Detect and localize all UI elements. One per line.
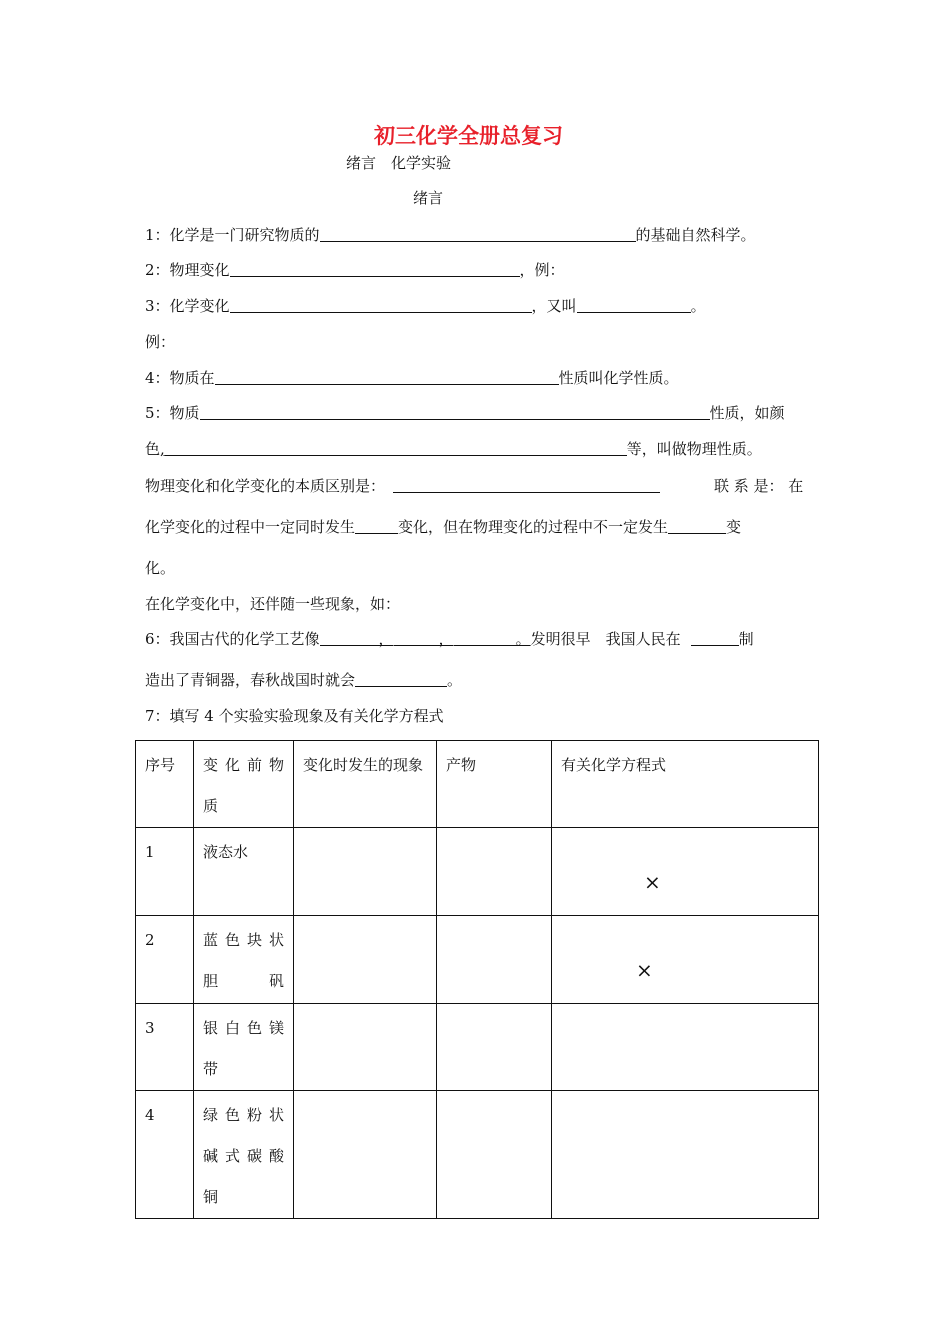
question-4-suffix: 性质叫化学性质。 bbox=[558, 369, 679, 387]
question-4 bbox=[145, 368, 679, 388]
answer-blank[interactable] bbox=[215, 369, 559, 385]
answer-blank[interactable] bbox=[394, 630, 439, 646]
question-5-line2-prefix: 色 bbox=[145, 440, 161, 458]
answer-blank[interactable] bbox=[230, 261, 520, 277]
relation-continuation bbox=[145, 517, 741, 537]
answer-blank[interactable] bbox=[691, 630, 739, 646]
question-6-separator: ， bbox=[438, 630, 454, 648]
answer-blank[interactable] bbox=[577, 297, 691, 313]
answer-blank[interactable] bbox=[668, 518, 726, 534]
header-number: 序号 bbox=[136, 741, 194, 828]
question-6-middle: 发明很早 我国人民在 bbox=[530, 630, 681, 648]
product-cell[interactable] bbox=[437, 1091, 552, 1219]
question-1 bbox=[145, 225, 756, 245]
question-6-suffix: 制 bbox=[738, 630, 754, 648]
question-5-suffix: 性质，如颜 bbox=[709, 404, 785, 422]
subtitle: 绪言 化学实验 bbox=[346, 154, 452, 172]
relation-part-1: 化学变化的过程中一定同时发生 bbox=[145, 518, 356, 536]
row-number: 4 bbox=[136, 1091, 194, 1219]
question-5-line-2 bbox=[145, 439, 762, 459]
answer-blank[interactable] bbox=[230, 297, 532, 313]
question-5-line2-suffix: 等，叫做物理性质。 bbox=[626, 440, 762, 458]
answer-blank[interactable] bbox=[320, 226, 636, 242]
row-substance: 银 白 色 镁 带 bbox=[194, 1004, 294, 1091]
row-substance: 蓝 色 块 状 胆矾 bbox=[194, 916, 294, 1004]
difference-prefix: 物理变化和化学变化的本质区别是： bbox=[145, 477, 386, 495]
header-product: 产物 bbox=[437, 741, 552, 828]
row-number: 1 bbox=[136, 828, 194, 916]
experiment-table bbox=[135, 740, 819, 1219]
question-6-prefix: 6：我国古代的化学工艺像 bbox=[145, 630, 320, 648]
equation-cell[interactable] bbox=[552, 916, 819, 1004]
answer-blank[interactable] bbox=[355, 671, 447, 687]
page-title: 初三化学全册总复习 bbox=[374, 124, 563, 148]
question-1-suffix: 的基础自然科学。 bbox=[635, 226, 756, 244]
multiply-sign: × bbox=[644, 870, 661, 894]
answer-blank[interactable] bbox=[454, 630, 516, 646]
question-5-prefix: 5：物质 bbox=[145, 404, 200, 422]
answer-blank[interactable] bbox=[393, 477, 660, 493]
table-row bbox=[136, 916, 819, 1004]
phenomenon-cell[interactable] bbox=[294, 1004, 437, 1091]
question-6-line2-prefix: 造出了青铜器，春秋战国时就会 bbox=[145, 671, 356, 689]
question-1-prefix: 1：化学是一门研究物质的 bbox=[145, 226, 320, 244]
equation-cell[interactable] bbox=[552, 1004, 819, 1091]
question-6-line2-suffix: 。 bbox=[447, 671, 463, 689]
section-title: 绪言 bbox=[413, 189, 444, 207]
product-cell[interactable] bbox=[437, 828, 552, 916]
row-substance: 液态水 bbox=[194, 828, 294, 916]
header-phenomenon: 变化时发生的现象 bbox=[294, 741, 437, 828]
header-equation: 有关化学方程式 bbox=[552, 741, 819, 828]
question-3-middle: ，又叫 bbox=[531, 297, 577, 315]
question-6-separator: ， bbox=[378, 630, 394, 648]
example-label: 例： bbox=[145, 333, 176, 351]
question-2-prefix: 2：物理变化 bbox=[145, 261, 230, 279]
row-number: 3 bbox=[136, 1004, 194, 1091]
relation-part-3: 变 bbox=[726, 518, 742, 536]
phenomenon-cell[interactable] bbox=[294, 828, 437, 916]
question-5-line2-comma: , bbox=[160, 440, 165, 458]
product-cell[interactable] bbox=[437, 916, 552, 1004]
equation-cell[interactable] bbox=[552, 828, 819, 916]
question-6-period: 。 bbox=[515, 630, 531, 648]
phenomenon-cell[interactable] bbox=[294, 1091, 437, 1219]
table-row bbox=[136, 1091, 819, 1219]
relation-label: 联 系 是： 在 bbox=[714, 477, 804, 495]
question-4-prefix: 4：物质在 bbox=[145, 369, 215, 387]
table-header-row bbox=[136, 741, 819, 828]
answer-blank[interactable] bbox=[355, 518, 398, 534]
relation-line-2: 化。 bbox=[145, 559, 176, 577]
question-3 bbox=[145, 296, 706, 316]
question-3-suffix: 。 bbox=[690, 297, 706, 315]
question-3-prefix: 3：化学变化 bbox=[145, 297, 230, 315]
multiply-sign: × bbox=[636, 958, 653, 982]
table-row bbox=[136, 828, 819, 916]
answer-blank[interactable] bbox=[165, 440, 627, 456]
answer-blank[interactable] bbox=[320, 630, 379, 646]
question-2 bbox=[145, 260, 565, 280]
question-2-suffix: ，例： bbox=[519, 261, 565, 279]
question-6 bbox=[145, 629, 754, 649]
product-cell[interactable] bbox=[437, 1004, 552, 1091]
answer-blank[interactable] bbox=[200, 404, 710, 420]
equation-cell[interactable] bbox=[552, 1091, 819, 1219]
question-7: 7：填写 4 个实验实验现象及有关化学方程式 bbox=[145, 707, 444, 725]
question-6-line-2 bbox=[145, 670, 462, 690]
phenomenon-cell[interactable] bbox=[294, 916, 437, 1004]
row-substance: 绿 色 粉 状 碱 式 碳 酸 铜 bbox=[194, 1091, 294, 1219]
header-substance: 变 化 前 物 质 bbox=[194, 741, 294, 828]
relation-part-2: 变化，但在物理变化的过程中不一定发生 bbox=[398, 518, 669, 536]
phenomena-line: 在化学变化中，还伴随一些现象，如： bbox=[145, 595, 401, 613]
table-row bbox=[136, 1004, 819, 1091]
question-5 bbox=[145, 403, 785, 423]
row-number: 2 bbox=[136, 916, 194, 1004]
difference-line bbox=[145, 476, 660, 496]
